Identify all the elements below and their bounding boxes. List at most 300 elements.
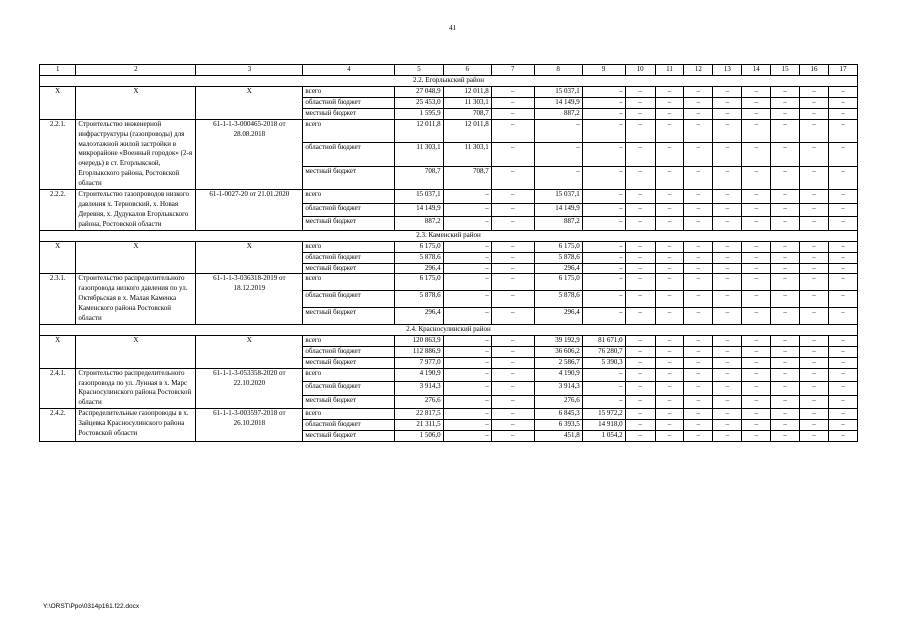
year-amount-cell: –	[771, 203, 800, 217]
year-amount-cell: –	[800, 252, 829, 263]
year-amount-cell: 14 149,9	[534, 97, 582, 108]
funding-source-label: областной бюджет	[303, 203, 395, 217]
year-amount-cell: –	[582, 291, 625, 308]
year-amount-cell: –	[800, 395, 829, 409]
year-amount-cell: –	[491, 368, 534, 382]
year-amount-cell: –	[443, 409, 491, 420]
year-amount-cell: –	[800, 357, 829, 368]
total-amount-cell: 15 037,1	[395, 190, 443, 204]
total-amount-cell: 5 878,6	[395, 291, 443, 308]
column-header-9: 9	[582, 65, 625, 76]
year-amount-cell: –	[828, 97, 857, 108]
year-amount-cell: –	[684, 274, 713, 291]
year-amount-cell: –	[800, 203, 829, 217]
year-amount-cell: –	[684, 291, 713, 308]
year-amount-cell: –	[742, 431, 771, 442]
year-amount-cell: –	[828, 420, 857, 431]
year-amount-cell: 276,6	[534, 395, 582, 409]
year-amount-cell: –	[491, 409, 534, 420]
total-amount-cell: 5 878,6	[395, 252, 443, 263]
year-amount-cell: –	[828, 431, 857, 442]
year-amount-cell: –	[713, 252, 742, 263]
year-amount-cell: –	[742, 368, 771, 382]
year-amount-cell: –	[828, 291, 857, 308]
year-amount-cell: –	[800, 87, 829, 98]
year-amount-cell: –	[582, 217, 625, 231]
year-amount-cell: –	[655, 346, 684, 357]
year-amount-cell: –	[713, 308, 742, 325]
year-amount-cell: –	[800, 166, 829, 189]
year-amount-cell: –	[742, 409, 771, 420]
total-amount-cell: 708,7	[395, 166, 443, 189]
year-amount-cell: –	[491, 357, 534, 368]
year-amount-cell: 39 192,9	[534, 335, 582, 346]
column-header-2: 2	[76, 65, 196, 76]
year-amount-cell: –	[742, 308, 771, 325]
year-amount-cell: 6 845,3	[534, 409, 582, 420]
year-amount-cell: –	[742, 203, 771, 217]
column-header-13: 13	[713, 65, 742, 76]
year-amount-cell: –	[655, 217, 684, 231]
year-amount-cell: –	[771, 274, 800, 291]
year-amount-cell: 6 175,0	[534, 241, 582, 252]
year-amount-cell: –	[625, 431, 655, 442]
year-amount-cell: –	[491, 395, 534, 409]
object-name-cell: Строительство распределительного газопровода низкого давления по ул. Октябрьская в х. Малая Каменка Каменского района Ростовской области	[76, 274, 196, 325]
year-amount-cell: 708,7	[443, 166, 491, 189]
year-amount-cell: –	[655, 395, 684, 409]
year-amount-cell: 36 606,2	[534, 346, 582, 357]
funding-source-label: всего	[303, 368, 395, 382]
funding-source-label: областной бюджет	[303, 252, 395, 263]
year-amount-cell: –	[771, 217, 800, 231]
column-header-14: 14	[742, 65, 771, 76]
year-amount-cell: –	[625, 119, 655, 142]
year-amount-cell: –	[828, 335, 857, 346]
year-amount-cell: –	[713, 382, 742, 396]
column-header-5: 5	[395, 65, 443, 76]
year-amount-cell: –	[491, 308, 534, 325]
funding-source-label: местный бюджет	[303, 395, 395, 409]
funding-source-label: областной бюджет	[303, 143, 395, 166]
year-amount-cell: –	[828, 217, 857, 231]
year-amount-cell: –	[713, 420, 742, 431]
year-amount-cell: –	[582, 368, 625, 382]
item-number-cell: 2.2.2.	[40, 190, 76, 231]
total-amount-cell: 6 175,0	[395, 274, 443, 291]
year-amount-cell: 5 390,3	[582, 357, 625, 368]
year-amount-cell: –	[443, 190, 491, 204]
year-amount-cell: –	[625, 143, 655, 166]
column-header-15: 15	[771, 65, 800, 76]
year-amount-cell: –	[582, 190, 625, 204]
year-amount-cell: –	[771, 97, 800, 108]
year-amount-cell: –	[491, 217, 534, 231]
year-amount-cell: –	[771, 335, 800, 346]
year-amount-cell: –	[684, 357, 713, 368]
year-amount-cell: –	[684, 87, 713, 98]
budget-table	[39, 64, 858, 442]
year-amount-cell: –	[491, 108, 534, 119]
year-amount-cell: 5 878,6	[534, 291, 582, 308]
year-amount-cell: –	[800, 291, 829, 308]
total-amount-cell: 120 863,9	[395, 335, 443, 346]
year-amount-cell: 11 303,1	[443, 97, 491, 108]
year-amount-cell: –	[828, 108, 857, 119]
year-amount-cell: –	[655, 263, 684, 274]
total-amount-cell: 887,2	[395, 217, 443, 231]
funding-source-label: местный бюджет	[303, 217, 395, 231]
year-amount-cell: –	[684, 252, 713, 263]
year-amount-cell: –	[713, 119, 742, 142]
year-amount-cell: 451,8	[534, 431, 582, 442]
year-amount-cell: –	[655, 357, 684, 368]
year-amount-cell: –	[655, 382, 684, 396]
column-header-8: 8	[534, 65, 582, 76]
object-name-cell: X	[76, 87, 196, 120]
column-header-6: 6	[443, 65, 491, 76]
year-amount-cell: –	[771, 108, 800, 119]
year-amount-cell: –	[684, 382, 713, 396]
column-header-4: 4	[303, 65, 395, 76]
year-amount-cell: –	[655, 97, 684, 108]
year-amount-cell: –	[625, 203, 655, 217]
year-amount-cell: –	[491, 252, 534, 263]
funding-source-label: всего	[303, 274, 395, 291]
year-amount-cell: –	[828, 241, 857, 252]
year-amount-cell: –	[684, 335, 713, 346]
year-amount-cell: –	[828, 274, 857, 291]
year-amount-cell: –	[534, 143, 582, 166]
year-amount-cell: –	[655, 119, 684, 142]
year-amount-cell: –	[771, 87, 800, 98]
year-amount-cell: –	[655, 190, 684, 204]
year-amount-cell: –	[443, 420, 491, 431]
year-amount-cell: –	[684, 308, 713, 325]
year-amount-cell: 887,2	[534, 217, 582, 231]
year-amount-cell: –	[582, 143, 625, 166]
year-amount-cell: –	[625, 409, 655, 420]
year-amount-cell: –	[582, 395, 625, 409]
column-number-header-row	[40, 65, 858, 76]
year-amount-cell: –	[828, 368, 857, 382]
total-amount-cell: 296,4	[395, 263, 443, 274]
year-amount-cell: –	[582, 119, 625, 142]
total-amount-cell: 1 595,9	[395, 108, 443, 119]
year-amount-cell: 3 914,3	[534, 382, 582, 396]
expertise-code-cell: X	[196, 335, 303, 368]
year-amount-cell: –	[771, 190, 800, 204]
year-amount-cell: –	[684, 395, 713, 409]
expertise-code-cell: 61-1-1-3-003597-2018 от 26.10.2018	[196, 409, 303, 442]
year-amount-cell: –	[655, 241, 684, 252]
funding-source-label: областной бюджет	[303, 346, 395, 357]
year-amount-cell: –	[625, 166, 655, 189]
year-amount-cell: –	[684, 346, 713, 357]
table-row	[40, 335, 858, 346]
year-amount-cell: 1 054,2	[582, 431, 625, 442]
year-amount-cell: –	[582, 203, 625, 217]
total-amount-cell: 12 011,8	[395, 119, 443, 142]
year-amount-cell: –	[443, 357, 491, 368]
year-amount-cell: –	[828, 87, 857, 98]
year-amount-cell: –	[800, 108, 829, 119]
year-amount-cell: –	[713, 97, 742, 108]
total-amount-cell: 7 977,0	[395, 357, 443, 368]
section-title-row	[40, 324, 858, 335]
year-amount-cell: –	[443, 368, 491, 382]
year-amount-cell: –	[443, 203, 491, 217]
year-amount-cell: –	[828, 166, 857, 189]
expertise-code-cell: X	[196, 87, 303, 120]
object-name-cell: Строительство газопроводов низкого давления х. Терновский, х. Новая Деревня, х. Дудукалов Егорлыкского района, Ростовской области	[76, 190, 196, 231]
year-amount-cell: –	[771, 382, 800, 396]
year-amount-cell: 887,2	[534, 108, 582, 119]
table-row	[40, 409, 858, 420]
column-header-1: 1	[40, 65, 76, 76]
year-amount-cell: –	[800, 382, 829, 396]
year-amount-cell: –	[491, 263, 534, 274]
year-amount-cell: –	[443, 395, 491, 409]
year-amount-cell: –	[800, 217, 829, 231]
year-amount-cell: 14 149,9	[534, 203, 582, 217]
total-amount-cell: 25 453,0	[395, 97, 443, 108]
year-amount-cell: –	[684, 420, 713, 431]
total-amount-cell: 4 190,9	[395, 368, 443, 382]
year-amount-cell: –	[771, 143, 800, 166]
year-amount-cell: –	[582, 252, 625, 263]
year-amount-cell: –	[713, 357, 742, 368]
year-amount-cell: –	[655, 368, 684, 382]
year-amount-cell: –	[655, 335, 684, 346]
year-amount-cell: –	[684, 119, 713, 142]
item-number-cell: 2.3.1.	[40, 274, 76, 325]
year-amount-cell: –	[655, 274, 684, 291]
year-amount-cell: –	[684, 241, 713, 252]
year-amount-cell: –	[625, 263, 655, 274]
year-amount-cell: 4 190,9	[534, 368, 582, 382]
year-amount-cell: –	[655, 108, 684, 119]
year-amount-cell: –	[582, 308, 625, 325]
year-amount-cell: –	[742, 346, 771, 357]
year-amount-cell: –	[443, 431, 491, 442]
year-amount-cell: –	[684, 203, 713, 217]
expertise-code-cell: X	[196, 241, 303, 274]
column-header-11: 11	[655, 65, 684, 76]
year-amount-cell: –	[713, 203, 742, 217]
total-amount-cell: 276,6	[395, 395, 443, 409]
year-amount-cell: –	[491, 119, 534, 142]
year-amount-cell: –	[625, 346, 655, 357]
year-amount-cell: –	[800, 409, 829, 420]
year-amount-cell: –	[800, 274, 829, 291]
year-amount-cell: –	[625, 395, 655, 409]
year-amount-cell: –	[742, 166, 771, 189]
year-amount-cell: –	[443, 308, 491, 325]
year-amount-cell: –	[625, 308, 655, 325]
column-header-10: 10	[625, 65, 655, 76]
table-row	[40, 190, 858, 204]
column-header-3: 3	[196, 65, 303, 76]
year-amount-cell: –	[684, 217, 713, 231]
year-amount-cell: –	[534, 119, 582, 142]
year-amount-cell: –	[742, 217, 771, 231]
year-amount-cell: –	[684, 190, 713, 204]
year-amount-cell: –	[771, 395, 800, 409]
year-amount-cell: –	[742, 119, 771, 142]
table-row	[40, 274, 858, 291]
funding-source-label: всего	[303, 335, 395, 346]
object-name-cell: Распределительные газопроводы в х. Зайцевка Красносулинского района Ростовской области	[76, 409, 196, 442]
expertise-code-cell: 61-1-0027-20 от 21.01.2020	[196, 190, 303, 231]
year-amount-cell: –	[742, 382, 771, 396]
expertise-code-cell: 61-1-1-3-036318-2019 от 18.12.2019	[196, 274, 303, 325]
year-amount-cell: –	[491, 143, 534, 166]
total-amount-cell: 21 311,5	[395, 420, 443, 431]
year-amount-cell: –	[828, 203, 857, 217]
year-amount-cell: –	[771, 241, 800, 252]
year-amount-cell: –	[771, 357, 800, 368]
year-amount-cell: 708,7	[443, 108, 491, 119]
year-amount-cell: –	[625, 217, 655, 231]
year-amount-cell: –	[491, 203, 534, 217]
year-amount-cell: –	[582, 263, 625, 274]
funding-source-label: местный бюджет	[303, 108, 395, 119]
funding-source-label: областной бюджет	[303, 291, 395, 308]
year-amount-cell: –	[491, 87, 534, 98]
year-amount-cell: –	[655, 203, 684, 217]
year-amount-cell: –	[684, 368, 713, 382]
expertise-code-cell: 61-1-1-3-000465-2018 от 28.08.2018	[196, 119, 303, 189]
year-amount-cell: –	[828, 143, 857, 166]
year-amount-cell: –	[742, 291, 771, 308]
year-amount-cell: –	[443, 252, 491, 263]
year-amount-cell: 12 011,8	[443, 119, 491, 142]
item-number-cell: X	[40, 335, 76, 368]
item-number-cell: X	[40, 241, 76, 274]
year-amount-cell: –	[771, 119, 800, 142]
year-amount-cell: –	[582, 241, 625, 252]
year-amount-cell: –	[491, 241, 534, 252]
year-amount-cell: –	[800, 119, 829, 142]
year-amount-cell: 81 671,0	[582, 335, 625, 346]
year-amount-cell: –	[684, 166, 713, 189]
year-amount-cell: –	[742, 335, 771, 346]
year-amount-cell: –	[713, 87, 742, 98]
year-amount-cell: –	[800, 190, 829, 204]
year-amount-cell: –	[771, 420, 800, 431]
table-row	[40, 368, 858, 382]
year-amount-cell: –	[625, 274, 655, 291]
year-amount-cell: –	[771, 166, 800, 189]
year-amount-cell: –	[491, 291, 534, 308]
year-amount-cell: –	[491, 166, 534, 189]
year-amount-cell: –	[443, 291, 491, 308]
year-amount-cell: –	[491, 346, 534, 357]
year-amount-cell: –	[713, 143, 742, 166]
year-amount-cell: –	[655, 431, 684, 442]
total-amount-cell: 27 048,9	[395, 87, 443, 98]
year-amount-cell: –	[625, 190, 655, 204]
year-amount-cell: –	[800, 420, 829, 431]
year-amount-cell: –	[655, 420, 684, 431]
year-amount-cell: –	[828, 357, 857, 368]
funding-source-label: местный бюджет	[303, 308, 395, 325]
year-amount-cell: –	[800, 97, 829, 108]
year-amount-cell: –	[713, 431, 742, 442]
year-amount-cell: –	[684, 108, 713, 119]
year-amount-cell: 6 393,5	[534, 420, 582, 431]
year-amount-cell: –	[771, 308, 800, 325]
total-amount-cell: 11 303,1	[395, 143, 443, 166]
year-amount-cell: –	[625, 368, 655, 382]
year-amount-cell: –	[713, 409, 742, 420]
year-amount-cell: –	[713, 346, 742, 357]
year-amount-cell: –	[713, 274, 742, 291]
year-amount-cell: –	[800, 431, 829, 442]
year-amount-cell: –	[582, 166, 625, 189]
year-amount-cell: –	[742, 357, 771, 368]
page-number: 41	[449, 24, 456, 32]
year-amount-cell: –	[443, 346, 491, 357]
year-amount-cell: –	[713, 108, 742, 119]
year-amount-cell: –	[742, 274, 771, 291]
column-header-12: 12	[684, 65, 713, 76]
item-number-cell: 2.2.1.	[40, 119, 76, 189]
year-amount-cell: –	[582, 97, 625, 108]
year-amount-cell: –	[742, 241, 771, 252]
footer-file-path: Y:\ORST\Ppo\0314p161.f22.docx	[43, 603, 140, 610]
year-amount-cell: –	[771, 409, 800, 420]
year-amount-cell: –	[828, 190, 857, 204]
year-amount-cell: –	[800, 346, 829, 357]
year-amount-cell: –	[491, 97, 534, 108]
year-amount-cell: 6 175,0	[534, 274, 582, 291]
column-header-17: 17	[828, 65, 857, 76]
year-amount-cell: –	[800, 335, 829, 346]
section-title-row	[40, 230, 858, 241]
year-amount-cell: –	[713, 241, 742, 252]
year-amount-cell: –	[800, 308, 829, 325]
year-amount-cell: –	[828, 119, 857, 142]
year-amount-cell: –	[771, 291, 800, 308]
funding-source-label: областной бюджет	[303, 420, 395, 431]
object-name-cell: Строительство распределительного газопровода по ул. Лунная в х. Марс Красносулинского района Ростовской области	[76, 368, 196, 409]
year-amount-cell: –	[582, 274, 625, 291]
year-amount-cell: –	[655, 291, 684, 308]
funding-source-label: всего	[303, 87, 395, 98]
total-amount-cell: 112 886,9	[395, 346, 443, 357]
funding-source-label: местный бюджет	[303, 263, 395, 274]
year-amount-cell: –	[771, 263, 800, 274]
year-amount-cell: 296,4	[534, 263, 582, 274]
item-number-cell: 2.4.2.	[40, 409, 76, 442]
year-amount-cell: 5 878,6	[534, 252, 582, 263]
column-header-16: 16	[800, 65, 829, 76]
year-amount-cell: 14 918,0	[582, 420, 625, 431]
year-amount-cell: –	[713, 291, 742, 308]
year-amount-cell: –	[742, 395, 771, 409]
year-amount-cell: –	[443, 274, 491, 291]
total-amount-cell: 296,4	[395, 308, 443, 325]
year-amount-cell: –	[713, 217, 742, 231]
funding-source-label: местный бюджет	[303, 166, 395, 189]
year-amount-cell: –	[713, 263, 742, 274]
year-amount-cell: –	[713, 190, 742, 204]
funding-source-label: всего	[303, 409, 395, 420]
year-amount-cell: –	[771, 346, 800, 357]
year-amount-cell: –	[828, 263, 857, 274]
